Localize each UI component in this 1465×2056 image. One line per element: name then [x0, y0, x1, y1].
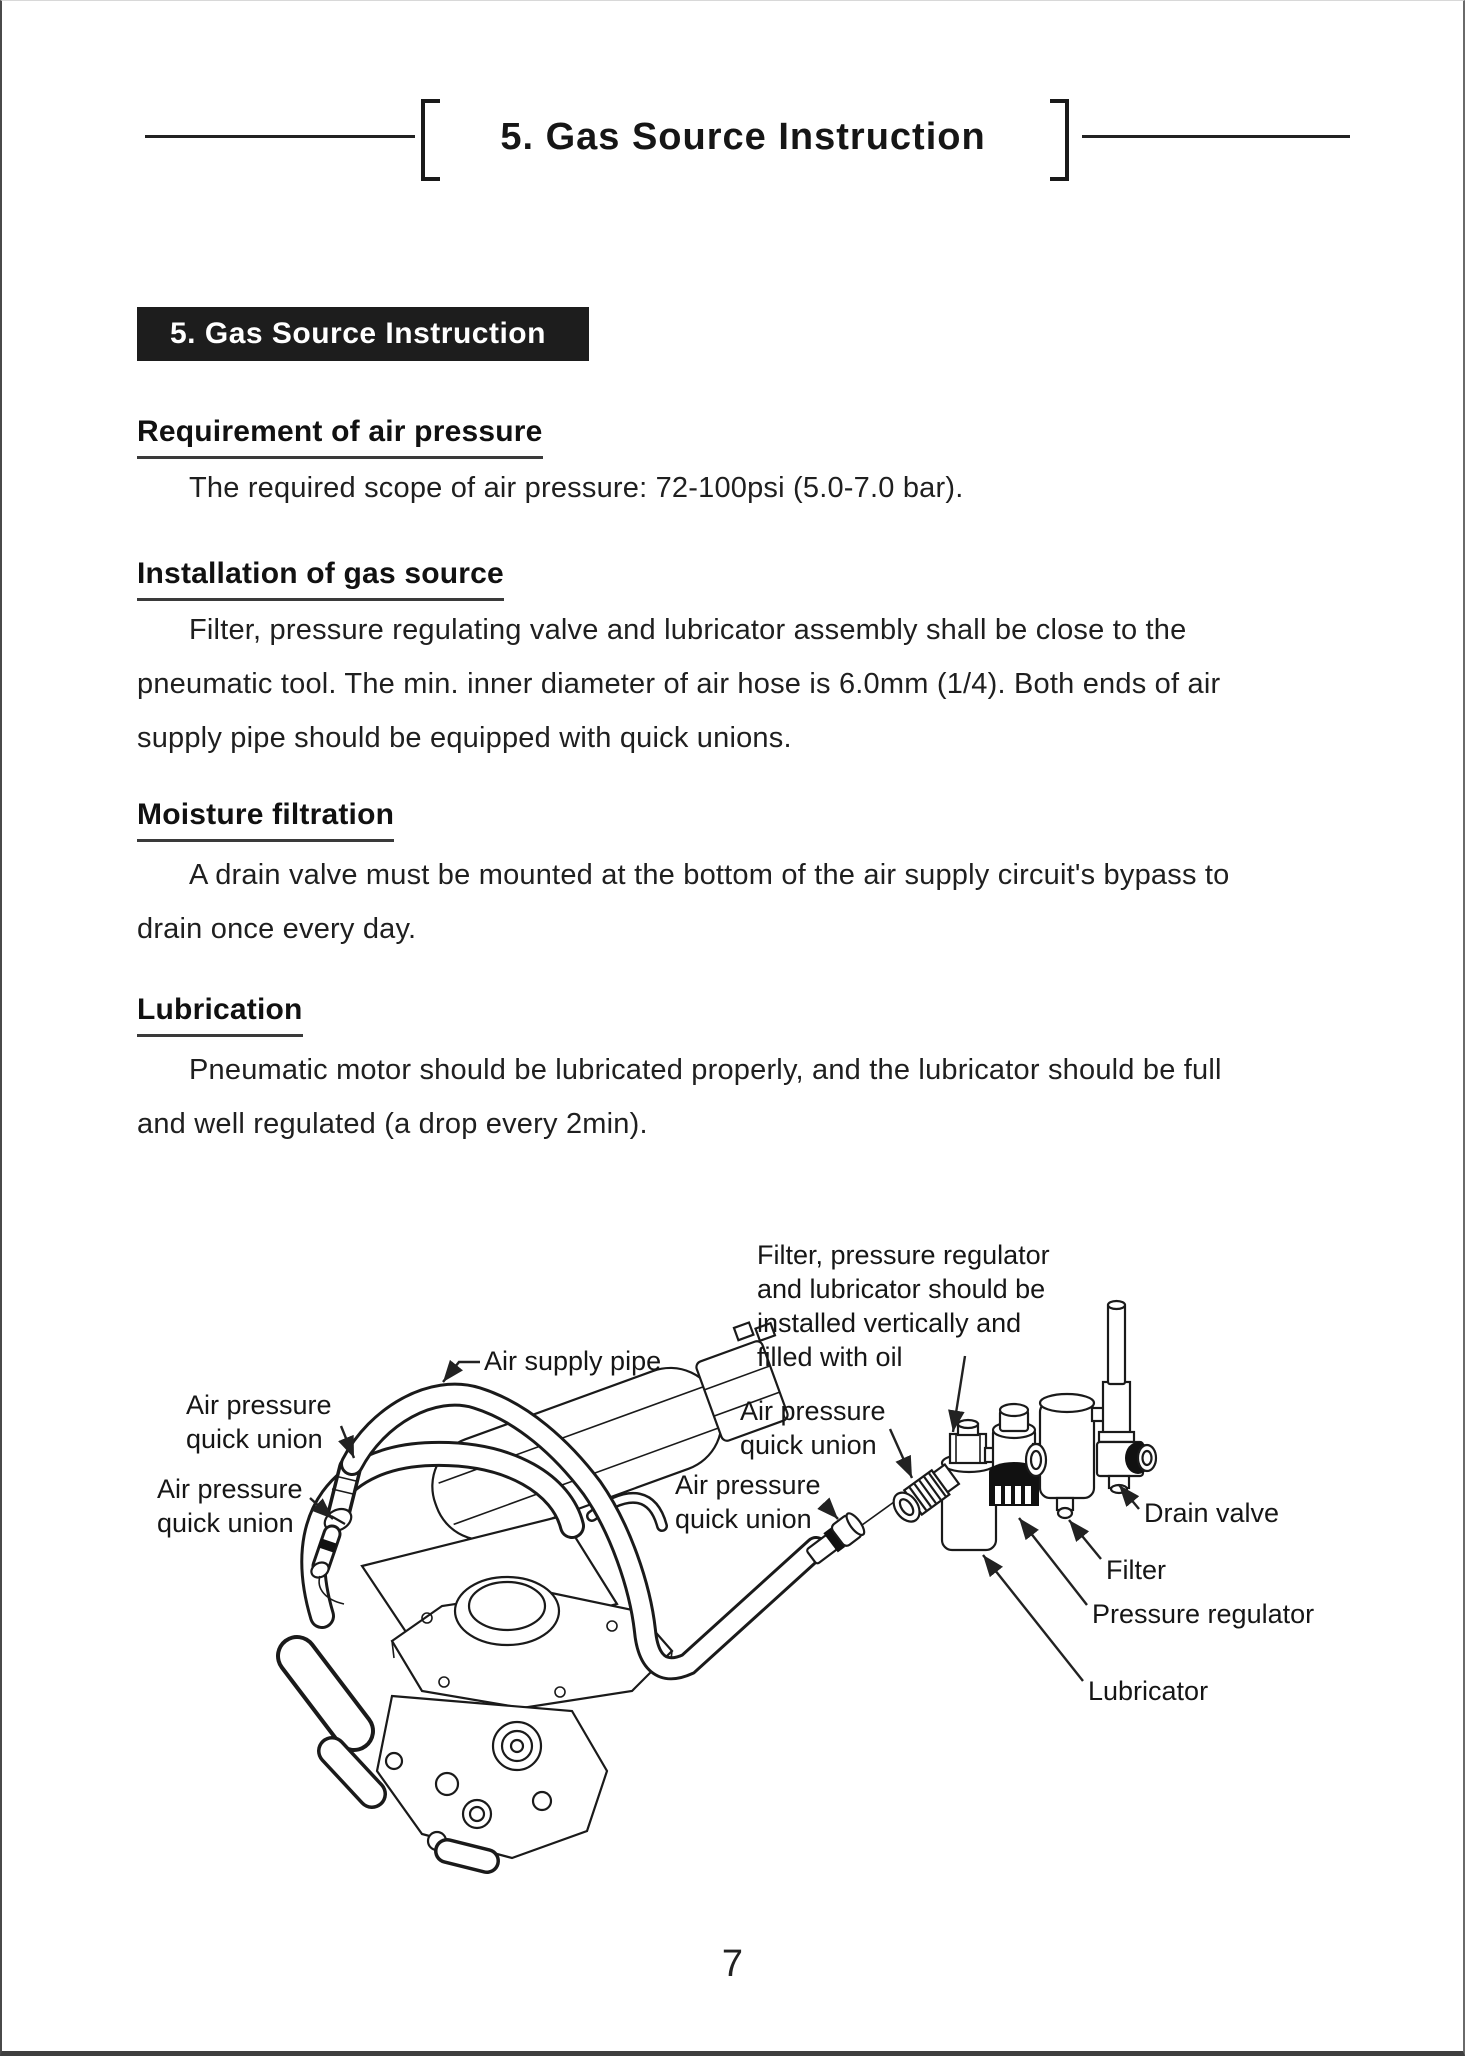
- label-filter: [1106, 1553, 1166, 1587]
- label-air-supply-pipe: [484, 1344, 661, 1378]
- label-line: Air pressure: [157, 1474, 303, 1504]
- label-quick-union-1: [186, 1388, 332, 1456]
- header-rule-left: [145, 135, 415, 138]
- paragraph-moisture: [137, 848, 1352, 956]
- section-banner: [137, 307, 589, 361]
- label-line: and lubricator should be: [757, 1274, 1046, 1304]
- label-line: Pressure regulator: [1092, 1599, 1315, 1629]
- paragraph-requirement: [137, 461, 1352, 515]
- label-quick-union-4: [675, 1468, 821, 1536]
- label-line: Drain valve: [1144, 1498, 1280, 1528]
- paragraph-line: Filter, pressure regulating valve and lubricator assembly shall be close to the: [189, 614, 1187, 646]
- paragraph-line: Pneumatic motor should be lubricated properly, and the lubricator should be full: [189, 1054, 1222, 1086]
- vertical-pipe: [1099, 1301, 1134, 1442]
- label-line: quick union: [675, 1504, 812, 1534]
- section-banner-title: 5. Gas Source Instruction: [170, 317, 546, 350]
- paragraph-line: drain once every day.: [137, 913, 417, 945]
- label-quick-union-2: [157, 1472, 303, 1540]
- chapter-title: 5. Gas Source Instruction: [500, 116, 986, 158]
- heading-lubrication: Lubrication: [137, 993, 303, 1037]
- page-number: 7: [721, 1943, 744, 1985]
- label-line: Lubricator: [1088, 1676, 1209, 1706]
- label-line: Air pressure: [740, 1396, 886, 1426]
- label-line: installed vertically and: [757, 1308, 1022, 1338]
- header-rule-right: [1082, 135, 1350, 138]
- paragraph-line: A drain valve must be mounted at the bottom of the air supply circuit's bypass to: [189, 859, 1230, 891]
- label-line: quick union: [157, 1508, 294, 1538]
- heading-requirement-of-air-pressure: Requirement of air pressure: [137, 415, 543, 459]
- label-install-note: [757, 1238, 1050, 1374]
- heading-moisture-filtration: Moisture filtration: [137, 798, 394, 842]
- label-line: quick union: [740, 1430, 877, 1460]
- paragraph-line: The required scope of air pressure: 72-100psi (5.0-7.0 bar).: [189, 472, 964, 504]
- label-line: Air pressure: [186, 1390, 332, 1420]
- label-line: Filter: [1106, 1555, 1166, 1585]
- paragraph-lubrication: [137, 1043, 1352, 1151]
- right-bracket-icon: [1050, 99, 1069, 181]
- heading-installation-of-gas-source: Installation of gas source: [137, 557, 504, 601]
- label-line: filled with oil: [757, 1342, 903, 1372]
- label-quick-union-3: [740, 1394, 886, 1462]
- label-line: Air supply pipe: [484, 1346, 662, 1376]
- label-line: Air pressure: [675, 1470, 821, 1500]
- gas-source-diagram: [92, 1186, 1402, 1886]
- label-line: quick union: [186, 1424, 323, 1454]
- drain-valve-unit: [1097, 1442, 1156, 1493]
- label-lubricator: [1088, 1674, 1208, 1708]
- label-drain-valve: [1144, 1496, 1279, 1530]
- tool-drawing: [297, 1316, 803, 1861]
- label-line: Filter, pressure regulator: [757, 1240, 1050, 1270]
- paragraph-line: and well regulated (a drop every 2min).: [137, 1108, 648, 1140]
- paragraph-line: pneumatic tool. The min. inner diameter of air hose is 6.0mm (1/4). Both ends of air: [137, 668, 1221, 700]
- paragraph-line: supply pipe should be equipped with quick unions.: [137, 722, 792, 754]
- label-pressure-regulator: [1092, 1597, 1314, 1631]
- paragraph-installation: [137, 603, 1352, 765]
